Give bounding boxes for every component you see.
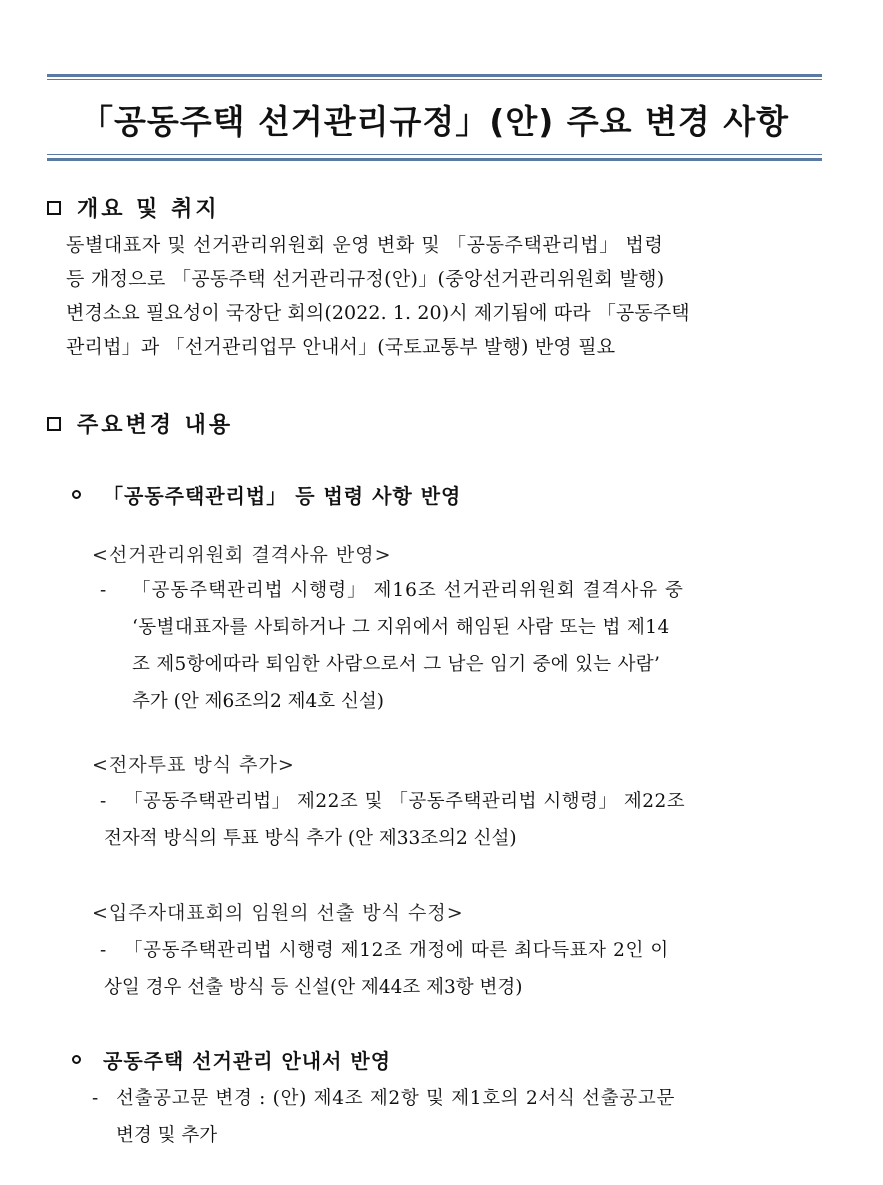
topic-evoting-title: <전자투표 방식 추가> <box>92 754 295 776</box>
item-line: 전자적 방식의 투표 방식 추가 (안 제33조의2 신설) <box>104 828 517 849</box>
dash-bullet: - <box>100 580 107 601</box>
guide-item <box>92 1080 675 1154</box>
circle-bullet-icon <box>72 490 81 499</box>
item-line: 「공동주택관리법」 제22조 및 「공동주택관리법 시행령」 제22조 <box>124 791 686 812</box>
section-changes-heading <box>47 408 233 439</box>
topic-evoting-item <box>100 783 685 857</box>
section-changes-title: 주요변경 내용 <box>77 412 234 438</box>
title-bottom-rule <box>47 158 822 161</box>
topic-officer-election-title: <입주자대표회의 임원의 선출 방식 수정> <box>92 902 464 924</box>
dash-bullet: - <box>100 791 107 812</box>
dash-bullet: - <box>100 940 107 961</box>
subsection-law-title: 「공동주택관리법」 등 법령 사항 반영 <box>103 484 462 508</box>
overview-line: 동별대표자 및 선거관리위원회 운영 변화 및 「공동주택관리법」 법령 <box>66 234 664 256</box>
checkbox-icon <box>47 201 61 215</box>
item-line: ‘동별대표자를 사퇴하거나 그 지위에서 해임된 사람 또는 법 제14 <box>132 617 670 638</box>
page-title: 「공동주택 선거관리규정」(안) 주요 변경 사항 <box>79 102 790 141</box>
topic-officer-election-item <box>100 932 669 1006</box>
overview-line: 관리법」과 「선거관리업무 안내서」(국토교통부 발행) 반영 필요 <box>66 336 616 358</box>
item-line: 상일 경우 선출 방식 등 신설(안 제44조 제3항 변경) <box>104 977 523 998</box>
section-overview-body <box>66 228 846 364</box>
overview-line: 등 개정으로 「공동주택 선거관리규정(안)」(중앙선거관리위원회 발행) <box>66 268 665 290</box>
section-overview-title: 개요 및 취지 <box>77 196 220 222</box>
topic-disqualification-title: <선거관리위원회 결격사유 반영> <box>92 544 392 566</box>
item-line: 추가 (안 제6조의2 제4호 신설) <box>132 691 384 712</box>
title-top-rule <box>47 74 822 77</box>
dash-bullet: - <box>92 1088 99 1109</box>
item-line: 「공동주택관리법 시행령」 제16조 선거관리위원회 결격사유 중 <box>132 580 684 601</box>
title-bottom-rule-thin <box>47 154 822 155</box>
title-top-rule-thin <box>47 79 822 80</box>
item-line: 변경 및 추가 <box>116 1125 218 1146</box>
item-line: 「공동주택관리법 시행령 제12조 개정에 따른 최다득표자 2인 이 <box>124 940 669 961</box>
section-overview-heading <box>47 192 220 223</box>
item-line: 선출공고문 변경 : (안) 제4조 제2항 및 제1호의 2서식 선출공고문 <box>116 1088 676 1109</box>
topic-disqualification-item <box>100 572 684 720</box>
overview-line: 변경소요 필요성이 국장단 회의(2022. 1. 20)시 제기됨에 따라 「공동주택 <box>66 302 690 324</box>
item-line: 조 제5항에따라 퇴임한 사람으로서 그 남은 임기 중에 있는 사람’ <box>132 654 661 675</box>
title-block <box>47 74 822 162</box>
subsection-law-heading <box>72 480 461 509</box>
subsection-guide-heading <box>72 1045 391 1074</box>
checkbox-icon <box>47 417 61 431</box>
subsection-guide-title: 공동주택 선거관리 안내서 반영 <box>103 1049 392 1073</box>
circle-bullet-icon <box>72 1055 81 1064</box>
